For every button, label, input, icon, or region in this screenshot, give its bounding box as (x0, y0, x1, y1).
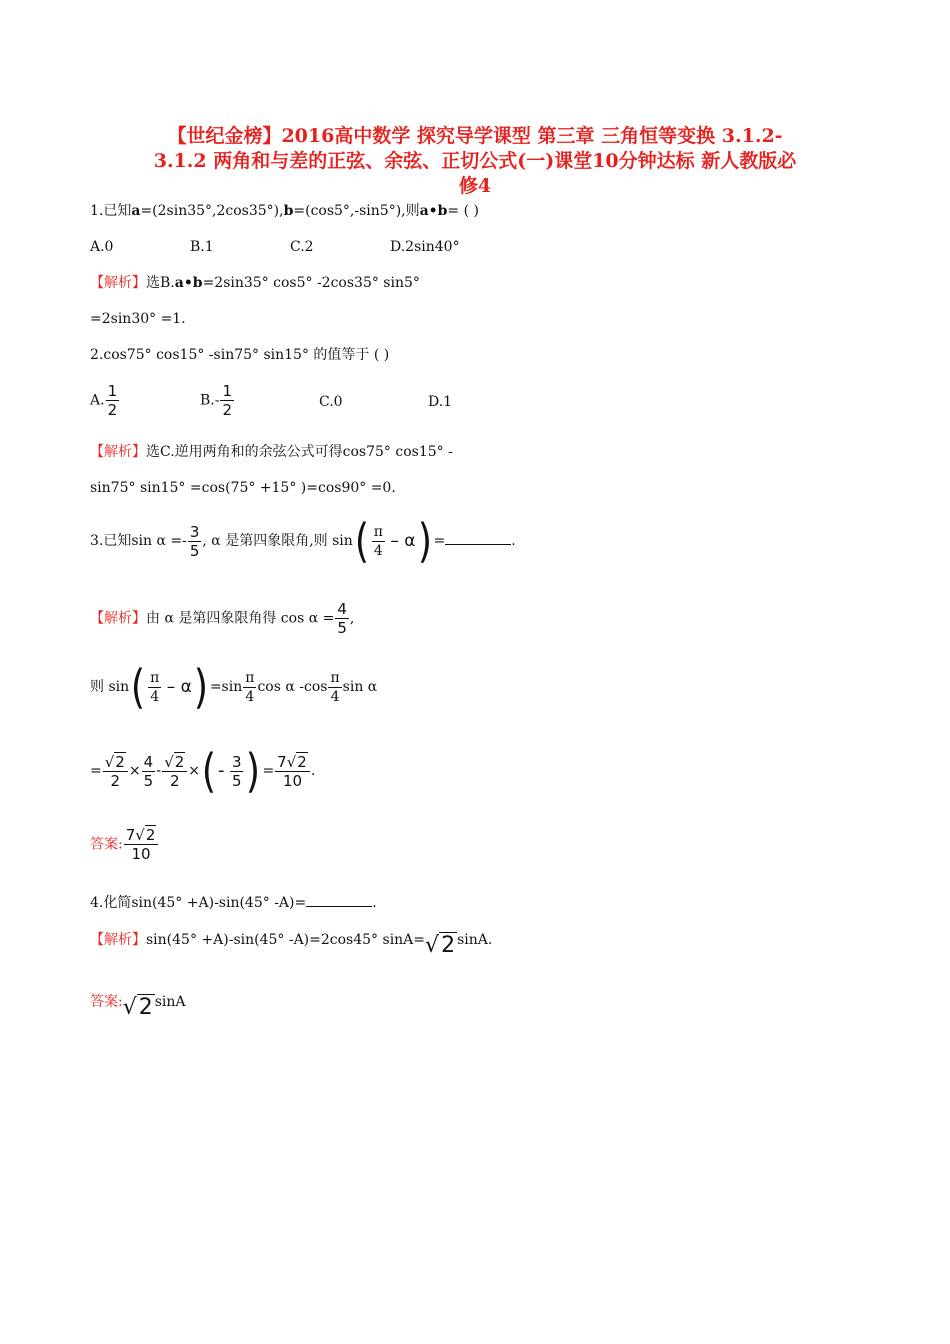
answer-label: 答案: (90, 836, 123, 853)
answer-blank (445, 530, 511, 545)
right-paren: ) (193, 660, 209, 714)
sqrt2: √2 (122, 995, 153, 1020)
q1-analysis: 【解析】选B.a•b=2sin35° cos5° -2cos35° sin5° (90, 275, 420, 291)
title-line-1: 【世纪金榜】2016高中数学 探究导学课型 第三章 三角恒等变换 3.1.2- (167, 125, 783, 147)
q1-option-b: B.1 (190, 239, 214, 255)
q2-stem: 2.cos75° cos15° -sin75° sin15° 的值等于 ( ) (90, 347, 390, 363)
q4-stem: 4.化简sin(45° +A)-sin(45° -A)= . (90, 892, 377, 913)
q3-analysis: 【解析】由 α 是第四象限角得 cos α = $\frac{4}{5}$ , (90, 600, 355, 637)
fraction-pi-over-4: $\frac{\pi}{4}$ (245, 669, 255, 705)
fraction-pi-over-4: $\frac{\pi}{4}$ (150, 669, 160, 705)
right-paren: ) (246, 744, 261, 798)
page-title (84, 124, 866, 199)
fraction-four-fifths: $\frac{4}{5}$ (337, 600, 347, 637)
q2-option-b: B.- $\frac{1}{2}$ (200, 382, 233, 419)
q3-answer (90, 826, 159, 876)
left-paren: ( (354, 514, 369, 568)
fraction-pi-over-4: $\frac{\pi}{4}$ (373, 523, 383, 559)
fraction-three-fifths: $\frac{3}{5}$ (189, 522, 200, 560)
fraction-four-fifths: $\frac{4}{5}$ (143, 752, 154, 790)
q1-stem: 1.已知a=(2sin35°,2cos35°),b=(cos5°,-sin5°),则a•b= ( ) (90, 203, 479, 219)
q1-option-c: C.2 (290, 239, 314, 255)
fraction-sqrt2-over-2: $\frac{√2}{2}$ (162, 753, 187, 790)
fraction-7sqrt2-over-10: $\frac{7√2}{10}$ (124, 826, 159, 863)
q3-analysis-line2: 则 sin( $\frac{\pi}{4}$ – α) =sin $\frac{\pi}{4}$ cos α -cos $\frac{\pi}{4}$ sin α (90, 660, 378, 714)
answer-blank (306, 892, 372, 907)
analysis-label: 【解析】 (90, 444, 146, 460)
q1-analysis-line2: =2sin30° =1. (90, 311, 186, 327)
fraction-half: $\frac{1}{2}$ (107, 382, 118, 419)
left-paren: ( (130, 660, 146, 714)
q3-stem: 3.已知sin α =- $\frac{3}{5}$ , α 是第四象限角,则 sin( $\frac{\pi}{4}$ – α) = . (90, 514, 516, 568)
q2-analysis: 【解析】选C.逆用两角和的余弦公式可得cos75° cos15° - (90, 444, 453, 460)
q3-analysis-line3: = $\frac{√2}{2}$ × $\frac{4}{5}$ - $\frac{√2}{2}$ ×(- $\frac{3}{5}$ ) = $\frac{7√2}{10}$ . (90, 744, 316, 798)
fraction-half: $\frac{1}{2}$ (222, 382, 233, 419)
left-paren: ( (201, 744, 217, 798)
q2-analysis-line2: sin75° sin15° =cos(75° +15° )=cos90° =0. (90, 480, 396, 496)
analysis-label: 【解析】 (90, 932, 146, 948)
fraction-sqrt2-over-2: $\frac{√2}{2}$ (103, 753, 128, 790)
title-line-2: 3.1.2 两角和与差的正弦、余弦、正切公式(一)课堂10分钟达标 新人教版必 (153, 150, 797, 172)
q1-option-d: D.2sin40° (390, 239, 460, 255)
right-paren: ) (417, 514, 432, 568)
q4-answer: 答案:√2 sinA (90, 994, 186, 1020)
q4-analysis: 【解析】sin(45° +A)-sin(45° -A)=2cos45° sinA=√2 sinA. (90, 932, 493, 958)
q2-option-c: C.0 (319, 394, 343, 410)
analysis-label: 【解析】 (90, 610, 146, 627)
analysis-label: 【解析】 (90, 275, 146, 291)
sqrt2: √2 (425, 933, 456, 958)
fraction-7sqrt2-over-10: $\frac{7√2}{10}$ (275, 753, 310, 790)
fraction-pi-over-4: $\frac{\pi}{4}$ (330, 669, 340, 705)
fraction-three-fifths: $\frac{3}{5}$ (231, 752, 242, 790)
q2-option-d: D.1 (428, 394, 453, 410)
answer-label: 答案: (90, 994, 123, 1010)
q1-option-a: A.0 (90, 239, 114, 255)
title-line-3: 修4 (458, 175, 492, 197)
q2-option-a: A. $\frac{1}{2}$ (90, 382, 118, 419)
